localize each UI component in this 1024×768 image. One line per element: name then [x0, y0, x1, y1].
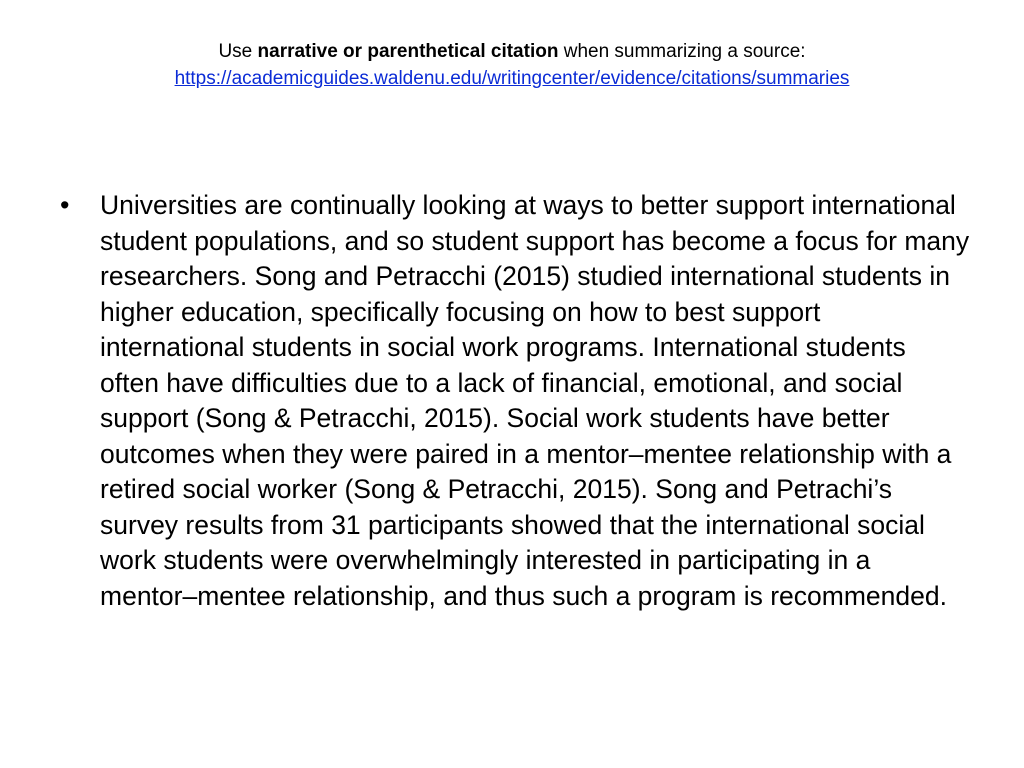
- source-link[interactable]: https://academicguides.waldenu.edu/writingcenter/evidence/citations/summaries: [174, 68, 850, 89]
- title-bold: narrative or parenthetical citation: [257, 41, 559, 62]
- slide-title: [60, 38, 964, 92]
- title-suffix: when summarizing a source:: [558, 41, 806, 62]
- bullet-text: Universities are continually looking at ways to better support international student populations, and so student support has become a focus for many researchers. Song and Petracchi (2015) studied international students in higher education, specifically focusing on how to best support international students in social work programs. International students often have difficulties due to a lack of financial, emotional, and social support (Song & Petracchi, 2015). Social work students have better outcomes when they were paired in a mentor–mentee relationship with a retired social worker (Song & Petracchi, 2015). Song and Petrachi’s survey results from 31 participants showed that the international social work students were overwhelmingly interested in participating in a mentor–mentee relationship, and thus such a program is recommended.: [100, 190, 970, 611]
- slide-body: [60, 188, 970, 614]
- bullet-item: [60, 188, 970, 614]
- bullet-icon: •: [60, 190, 70, 220]
- title-prefix: Use: [218, 41, 258, 62]
